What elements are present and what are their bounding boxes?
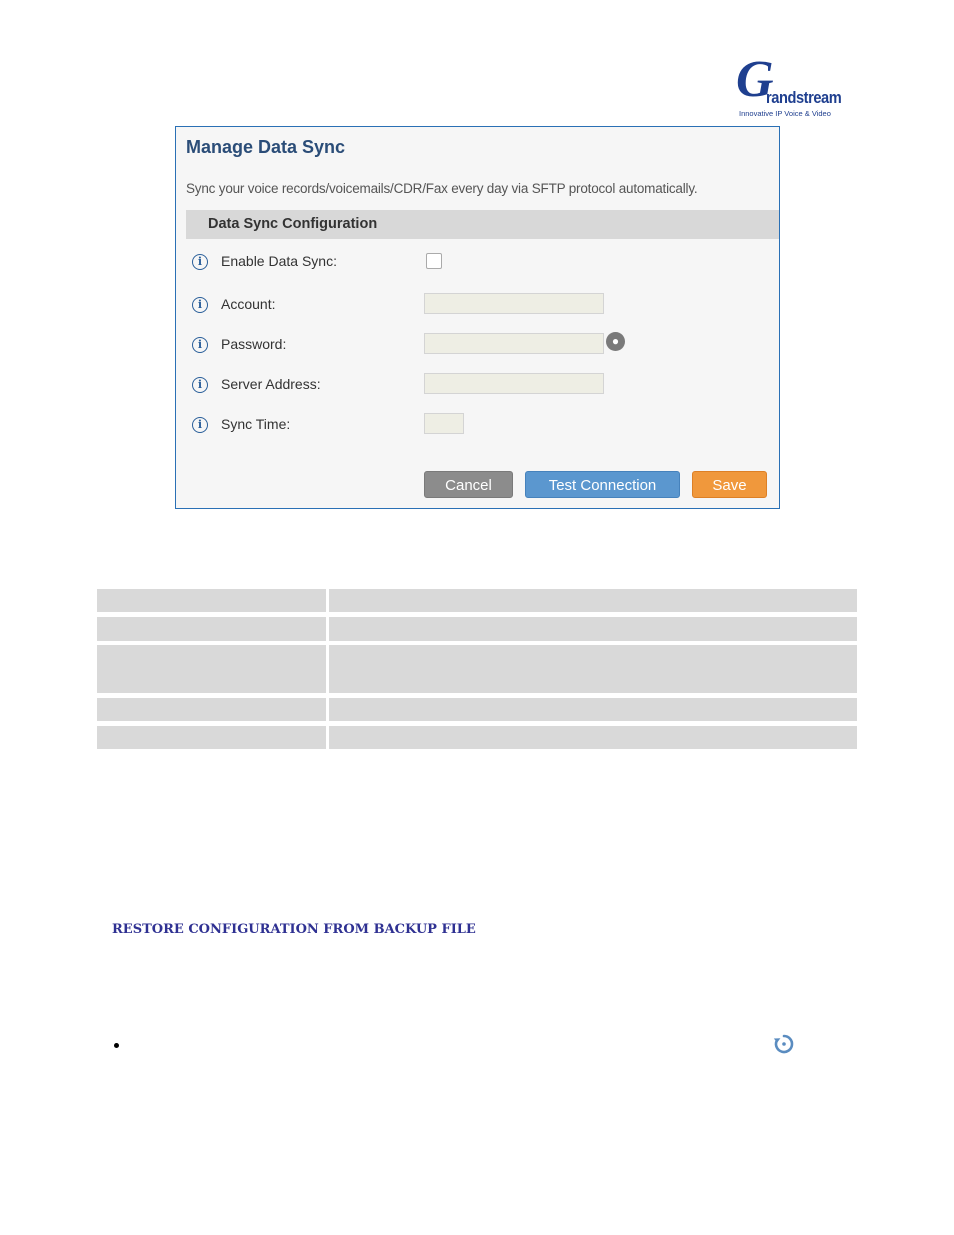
enable-data-sync-checkbox[interactable] [426,253,442,269]
table-cell [97,617,326,641]
table-cell [329,698,857,721]
server-address-input[interactable] [424,373,604,394]
sync-time-label: Sync Time: [221,416,291,432]
table-cell [329,726,857,749]
table-row [97,726,857,749]
section-heading: RESTORE CONFIGURATION FROM BACKUP FILE [112,922,476,937]
info-icon[interactable]: i [192,377,208,393]
table-cell [97,726,326,749]
grandstream-logo [736,51,842,120]
table-cell [97,589,326,612]
account-input[interactable] [424,293,604,314]
test-connection-button[interactable]: Test Connection [525,471,680,498]
info-icon[interactable]: i [192,254,208,270]
table-cell [329,617,857,641]
logo-initial: G [736,51,774,108]
account-label: Account: [221,296,276,312]
bullet-point [114,1043,119,1048]
table-row [97,698,857,721]
info-icon[interactable]: i [192,417,208,433]
section-header [186,210,779,239]
table-cell [329,589,857,612]
enable-data-sync-label: Enable Data Sync: [221,253,337,269]
logo-word: randstream [766,88,842,107]
lightbulb-icon[interactable]: ● [606,332,625,351]
manage-data-sync-panel [175,126,780,509]
table-row [97,645,857,693]
panel-description: Sync your voice records/voicemails/CDR/Fax every day via SFTP protocol automatically. [186,181,698,196]
cancel-button[interactable]: Cancel [424,471,513,498]
table-cell [329,645,857,693]
info-icon[interactable]: i [192,297,208,313]
section-title: Data Sync Configuration [208,216,378,232]
restore-icon[interactable] [772,1032,796,1056]
save-button[interactable]: Save [692,471,767,498]
table-row [97,617,857,641]
sync-time-select[interactable] [424,413,464,434]
password-label: Password: [221,336,287,352]
table-cell [97,698,326,721]
table-row [97,589,857,612]
server-address-label: Server Address: [221,376,321,392]
panel-title: Manage Data Sync [186,137,346,157]
logo-tagline: Innovative IP Voice & Video [739,109,831,118]
info-icon[interactable]: i [192,337,208,353]
table-cell [97,645,326,693]
password-input[interactable] [424,333,604,354]
